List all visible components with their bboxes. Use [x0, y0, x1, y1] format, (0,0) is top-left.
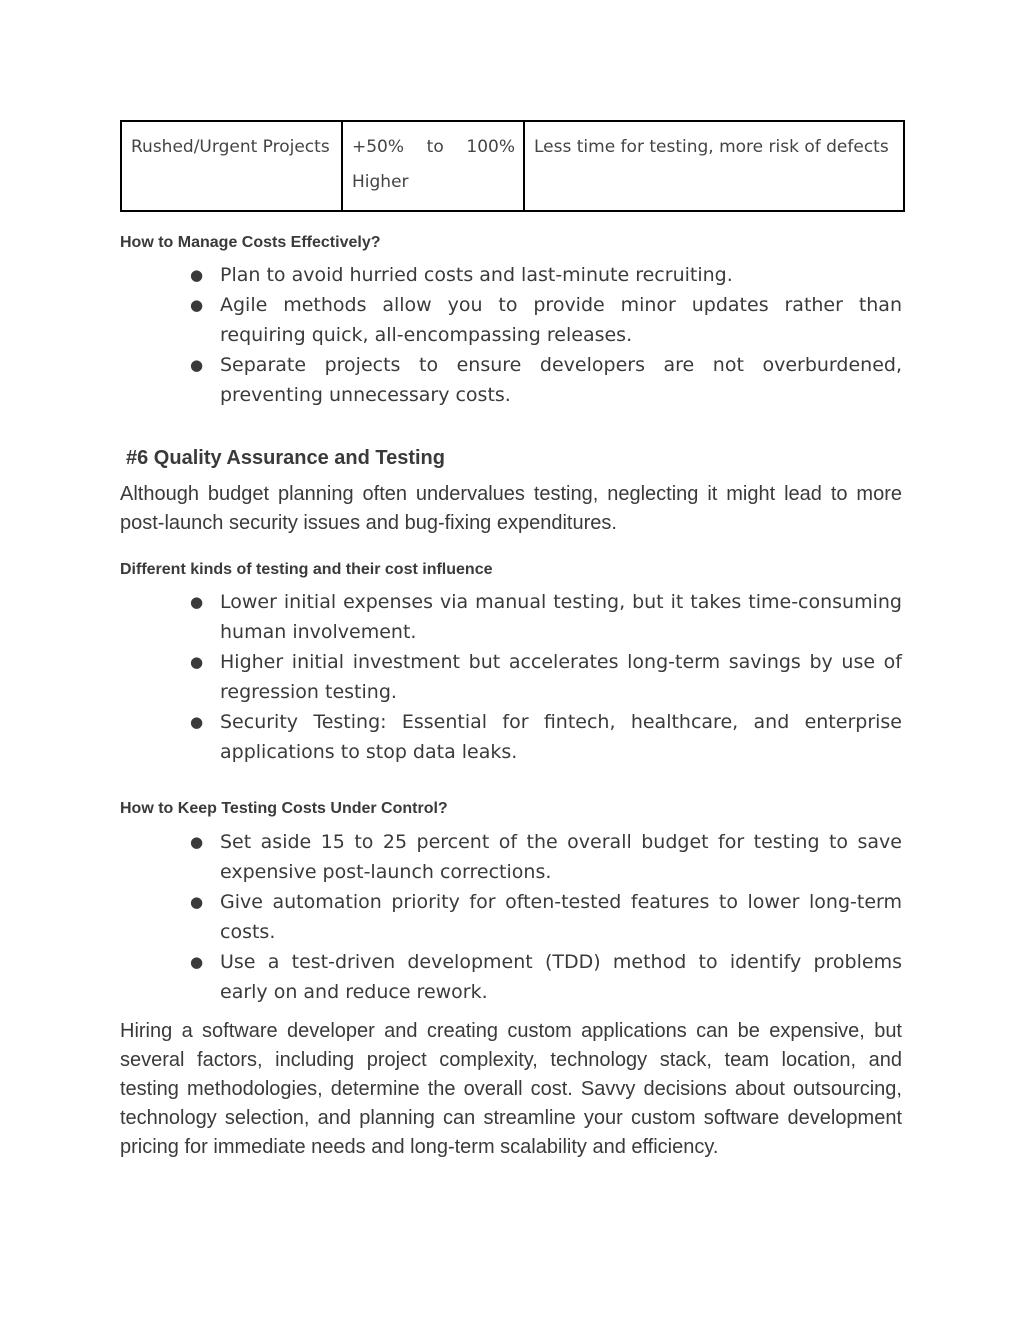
conclusion-paragraph: Hiring a software developer and creating custom applications can be expensive, but several factors, including project complexity, technology stack, team location, and testing methodologies, determine the overall cost. Savvy decisions about outsourcing, technology selection, and planning can streamline your custom software development pricing for immediate needs and long-term scalability and efficiency. [120, 1020, 902, 1158]
table-cell-impact: Less time for testing, more risk of defects [524, 121, 904, 211]
table-cell-cost-increase [342, 121, 524, 211]
manage-costs-list [186, 260, 902, 410]
testing-kinds-list [186, 587, 902, 767]
list-item: ● Plan to avoid hurried costs and last-minute recruiting. [186, 260, 902, 290]
bullet-icon: ● [190, 833, 204, 851]
cost-increase-line-1: +50% to 100% [352, 137, 515, 157]
table-row [121, 121, 904, 211]
list-item: ● Security Testing: Essential for fintech, healthcare, and enterprise applications to stop data leaks. [186, 707, 902, 767]
cost-factor-table [120, 120, 905, 212]
cost-increase-line-2: Higher [352, 172, 409, 192]
manage-costs-heading: How to Manage Costs Effectively? [120, 234, 381, 251]
list-item: ● Agile methods allow you to provide minor updates rather than requiring quick, all-encompassing releases. [186, 290, 902, 350]
bullet-icon: ● [190, 266, 204, 284]
testing-costs-list [186, 827, 902, 1007]
testing-costs-heading: How to Keep Testing Costs Under Control? [120, 800, 448, 817]
bullet-icon: ● [190, 593, 204, 611]
bullet-icon: ● [190, 893, 204, 911]
list-item: ● Give automation priority for often-tested features to lower long-term costs. [186, 887, 902, 947]
bullet-icon: ● [190, 713, 204, 731]
list-item: ● Set aside 15 to 25 percent of the overall budget for testing to save expensive post-launch corrections. [186, 827, 902, 887]
bullet-icon: ● [190, 653, 204, 671]
section-intro: Although budget planning often undervalues testing, neglecting it might lead to more post-launch security issues and bug-fixing expenditures. [120, 483, 902, 534]
bullet-icon: ● [190, 356, 204, 374]
list-item: ● Lower initial expenses via manual testing, but it takes time-consuming human involvement. [186, 587, 902, 647]
list-item: ● Separate projects to ensure developers are not overburdened, preventing unnecessary costs. [186, 350, 902, 410]
section-heading: #6 Quality Assurance and Testing [126, 447, 445, 469]
bullet-icon: ● [190, 296, 204, 314]
list-item: ● Use a test-driven development (TDD) method to identify problems early on and reduce rework. [186, 947, 902, 1007]
list-item: ● Higher initial investment but accelerates long-term savings by use of regression testing. [186, 647, 902, 707]
bullet-icon: ● [190, 953, 204, 971]
table-cell-category: Rushed/Urgent Projects [121, 121, 342, 211]
testing-kinds-heading: Different kinds of testing and their cost influence [120, 561, 493, 578]
